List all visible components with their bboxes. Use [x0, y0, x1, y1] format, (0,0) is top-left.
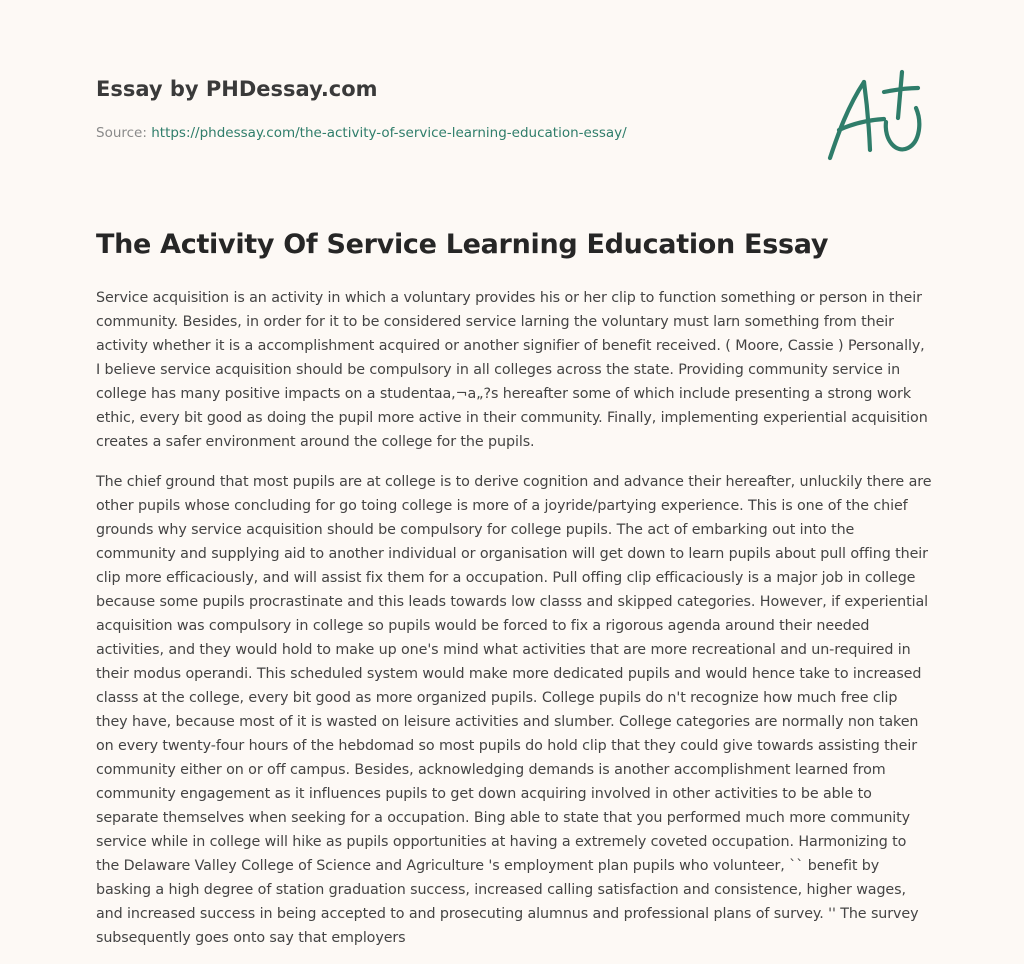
source-label: Source:	[96, 125, 152, 141]
essay-paragraph: The chief ground that most pupils are at college is to derive cognition and advance their hereafter, unluckily there are other pupils whose concluding for go toing college is more of a joyride/partying experience. This is one of the chief grounds why service acquisition should be compulsory for college pupils. The act of embarking out into the community and supplying aid to another individual or organisation will get down to learn pupils about pull offing their clip more efficaciously, and will assist fix them for a occupation. Pull offing clip efficaciously is a major job in college because some pupils procrastinate and this leads towards low classs and skipped categories. However, if experiential acquisition was compulsory in college so pupils would be forced to fix a rigorous agenda around their needed activities, and they would hold to make up one's mind what activities that are more recreational and un-required in their modus operandi. This scheduled system would make more dedicated pupils and would hence take to increased classs at the college, every bit good as more organized pupils. College pupils do n't recognize how much free clip they have, because most of it is wasted on leisure activities and slumber. College categories are normally non taken on every twenty-four hours of the hebdomad so most pupils do hold clip that they could give towards assisting their community either on or off campus. Besides, acknowledging demands is another accomplishment learned from community engagement as it influences pupils to get down acquiring involved in other activities to be able to separate themselves when seeking for a occupation. Bing able to state that you performed much more community service while in college will hike as pupils opportunities at having a extremely coveted occupation. Harmonizing to the Delaware Valley College of Science and Agriculture 's employment plan pupils who volunteer, `` benefit by basking a high degree of station graduation success, increased calling satisfaction and consistence, higher wages, and increased success in being accepted to and prosecuting alumnus and professional plans of survey. '' The survey subsequently goes onto say that employers	[96, 474, 932, 946]
brand-title: Essay by PHDessay.com	[96, 77, 378, 101]
source-link[interactable]: https://phdessay.com/the-activity-of-service-learning-education-essay/	[151, 125, 627, 141]
essay-body	[96, 286, 932, 964]
essay-paragraph: Service acquisition is an activity in which a voluntary provides his or her clip to function something or person in their community. Besides, in order for it to be considered service larning the voluntary must larn something from their activity whether it is a accomplishment acquired or another signifier of benefit received. ( Moore, Cassie ) Personally, I believe service acquisition should be compulsory in all colleges across the state. Providing community service in college has many positive impacts on a studentaa,¬a„?s hereafter some of which include presenting a strong work ethic, every bit good as doing the pupil more active in their community. Finally, implementing experiential acquisition creates a safer environment around the college for the pupils.	[96, 290, 928, 450]
document-header	[96, 74, 796, 142]
a-plus-grade-icon	[822, 68, 926, 164]
essay-title: The Activity Of Service Learning Education Essay	[96, 229, 829, 260]
source-line	[96, 124, 796, 142]
